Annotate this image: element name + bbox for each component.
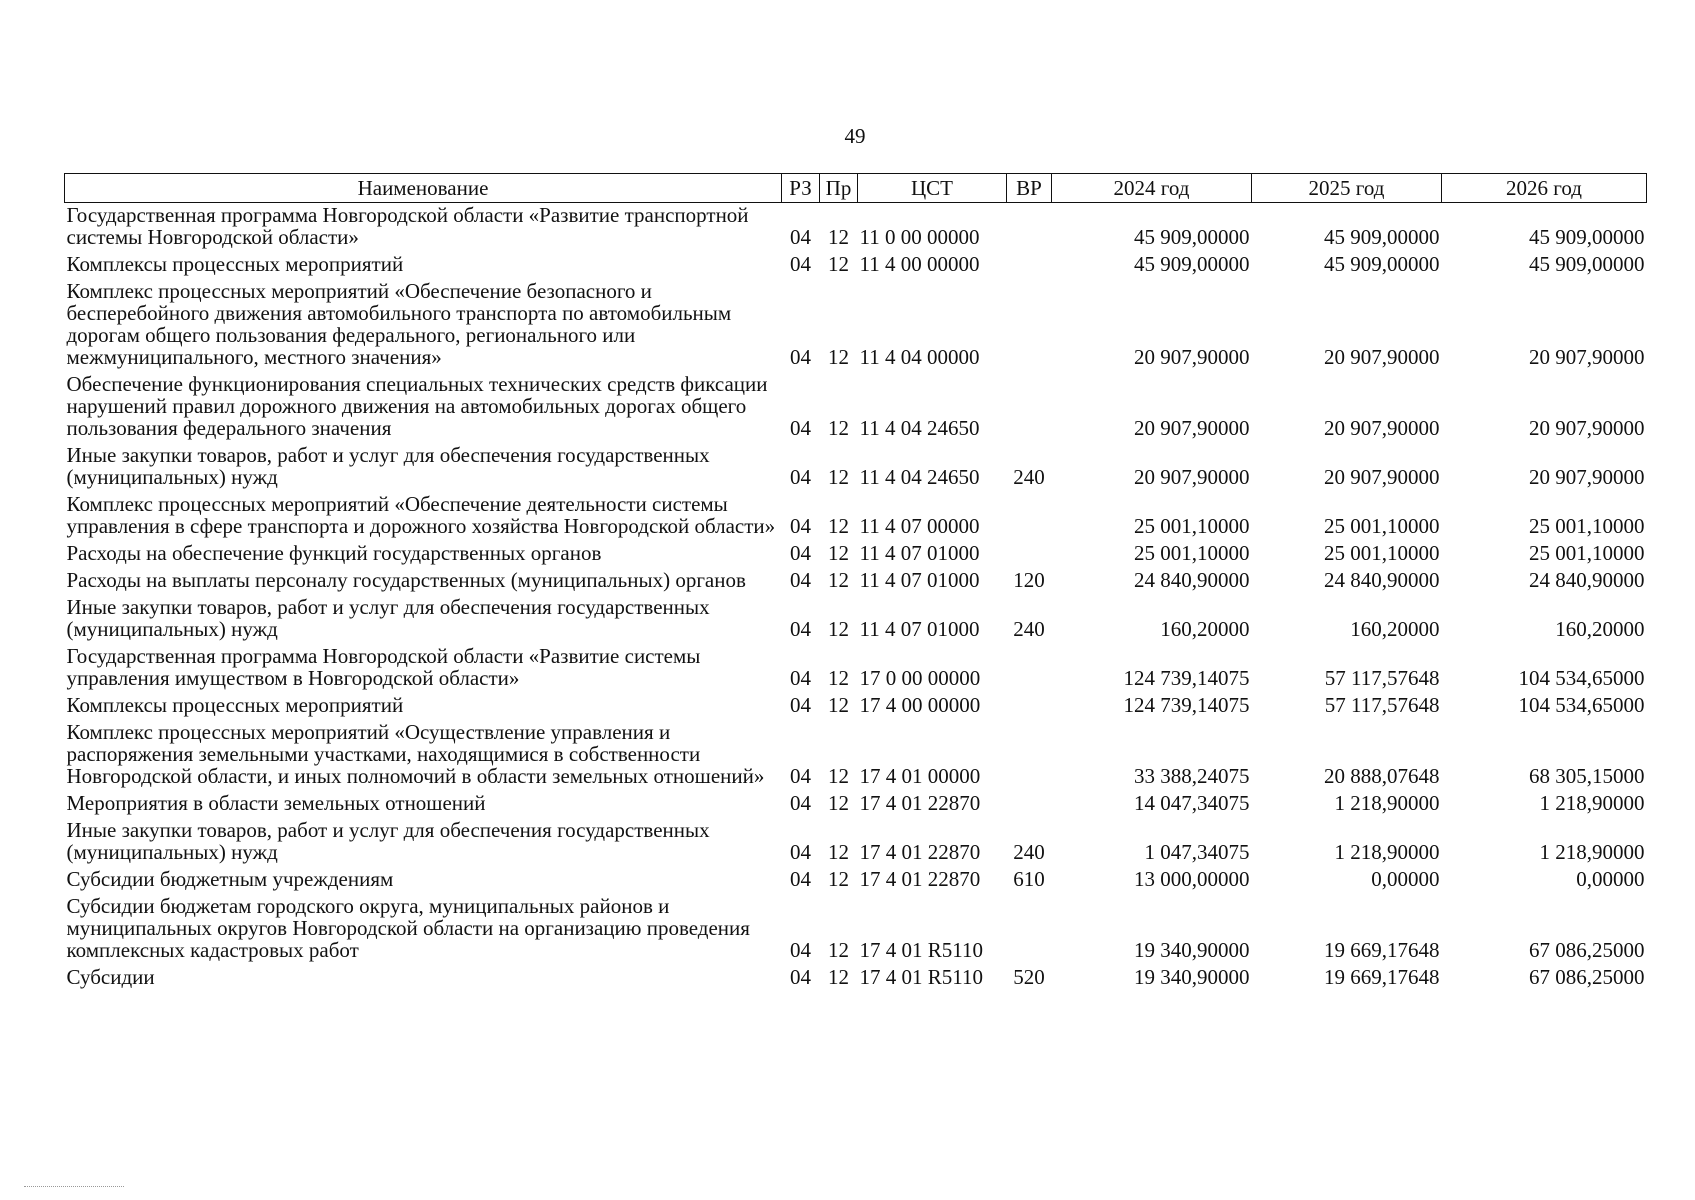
cell-vr xyxy=(1007,372,1052,443)
cell-cst: 17 4 01 R5110 xyxy=(859,938,983,962)
cell-vr xyxy=(1007,203,1052,253)
cell-rz: 04 xyxy=(790,568,811,592)
cell-cst: 11 4 07 01000 xyxy=(859,617,980,641)
cell-2025: 160,20000 xyxy=(1350,617,1440,641)
cell-name: Субсидии бюджетным учреждениям xyxy=(66,867,394,891)
cell-rz: 04 xyxy=(790,541,811,565)
cell-2026: 45 909,00000 xyxy=(1529,225,1645,249)
cell-pr: 12 xyxy=(828,225,849,249)
cell-2026: 1 218,90000 xyxy=(1539,791,1645,815)
cell-2026: 45 909,00000 xyxy=(1529,252,1645,276)
cell-cst: 17 4 01 22870 xyxy=(859,867,981,891)
column-header-cst: ЦСТ xyxy=(858,174,1007,203)
cell-name: Комплексы процессных мероприятий xyxy=(66,252,404,276)
table-row xyxy=(65,443,1647,492)
table-row xyxy=(65,720,1647,791)
cell-2026: 1 218,90000 xyxy=(1539,840,1645,864)
cell-cst: 17 0 00 00000 xyxy=(859,666,981,690)
cell-rz: 04 xyxy=(790,225,811,249)
cell-name: Субсидии бюджетам городского округа, муниципальных районов и муниципальных округов Новгородской области на организацию проведения комплексных кадастровых работ xyxy=(66,894,750,962)
cell-cst: 11 4 07 01000 xyxy=(859,541,980,565)
cell-name: Комплекс процессных мероприятий «Осуществление управления и распоряжения земельными участками, находящимися в собственности Новгородской области, и иных полномочий в области земельных отношений» xyxy=(66,720,765,788)
cell-rz: 04 xyxy=(790,252,811,276)
cell-pr: 12 xyxy=(828,514,849,538)
cell-2025: 45 909,00000 xyxy=(1324,225,1440,249)
cell-2024: 25 001,10000 xyxy=(1134,541,1250,565)
cell-vr xyxy=(1007,693,1052,720)
cell-2024: 24 840,90000 xyxy=(1134,568,1250,592)
column-header-2024: 2024 год xyxy=(1052,174,1252,203)
cell-cst: 11 4 04 00000 xyxy=(859,345,980,369)
cell-vr: 240 xyxy=(1013,617,1045,641)
cell-2024: 45 909,00000 xyxy=(1134,225,1250,249)
cell-2024: 14 047,34075 xyxy=(1134,791,1250,815)
cell-cst: 17 4 01 22870 xyxy=(859,840,981,864)
cell-pr: 12 xyxy=(828,840,849,864)
cell-pr: 12 xyxy=(828,693,849,717)
cell-2026: 25 001,10000 xyxy=(1529,514,1645,538)
cell-2026: 20 907,90000 xyxy=(1529,345,1645,369)
cell-vr xyxy=(1007,791,1052,818)
cell-vr xyxy=(1007,492,1052,541)
column-header-2026: 2026 год xyxy=(1442,174,1647,203)
cell-pr: 12 xyxy=(828,764,849,788)
cell-2025: 19 669,17648 xyxy=(1324,938,1440,962)
cell-2025: 20 907,90000 xyxy=(1324,345,1440,369)
cell-vr xyxy=(1007,894,1052,965)
cell-2024: 33 388,24075 xyxy=(1134,764,1250,788)
cell-name: Расходы на обеспечение функций государственных органов xyxy=(66,541,602,565)
cell-rz: 04 xyxy=(790,465,811,489)
cell-rz: 04 xyxy=(790,791,811,815)
table-row xyxy=(65,644,1647,693)
cell-pr: 12 xyxy=(828,965,849,989)
cell-2026: 0,00000 xyxy=(1576,867,1645,891)
cell-2024: 19 340,90000 xyxy=(1134,938,1250,962)
header-row xyxy=(65,174,1647,203)
cell-cst: 11 4 04 24650 xyxy=(859,465,980,489)
cell-rz: 04 xyxy=(790,965,811,989)
table-row xyxy=(65,541,1647,568)
cell-name: Мероприятия в области земельных отношений xyxy=(66,791,486,815)
cell-vr xyxy=(1007,720,1052,791)
cell-vr xyxy=(1007,644,1052,693)
table-row xyxy=(65,595,1647,644)
cell-cst: 17 4 01 00000 xyxy=(859,764,981,788)
cell-vr: 610 xyxy=(1013,867,1045,891)
cell-2026: 104 534,65000 xyxy=(1518,693,1645,717)
cell-cst: 11 4 07 01000 xyxy=(859,568,980,592)
cell-rz: 04 xyxy=(790,345,811,369)
cell-pr: 12 xyxy=(828,938,849,962)
cell-pr: 12 xyxy=(828,465,849,489)
cell-vr: 240 xyxy=(1013,840,1045,864)
cell-name: Обеспечение функционирования специальных технических средств фиксации нарушений правил дорожного движения на автомобильных дорогах общего пользования федерального значения xyxy=(66,372,768,440)
cell-rz: 04 xyxy=(790,666,811,690)
budget-table xyxy=(64,173,1647,992)
cell-name: Комплекс процессных мероприятий «Обеспечение деятельности системы управления в сфере транспорта и дорожного хозяйства Новгородской области» xyxy=(66,492,776,538)
cell-pr: 12 xyxy=(828,345,849,369)
table-row xyxy=(65,372,1647,443)
cell-cst: 17 4 01 22870 xyxy=(859,791,981,815)
cell-2025: 25 001,10000 xyxy=(1324,514,1440,538)
cell-pr: 12 xyxy=(828,568,849,592)
cell-name: Государственная программа Новгородской области «Развитие системы управления имуществом в Новгородской области» xyxy=(66,644,701,690)
cell-2024: 1 047,34075 xyxy=(1144,840,1250,864)
cell-2025: 1 218,90000 xyxy=(1334,791,1440,815)
cell-pr: 12 xyxy=(828,541,849,565)
cell-name: Расходы на выплаты персоналу государственных (муниципальных) органов xyxy=(66,568,746,592)
cell-2024: 20 907,90000 xyxy=(1134,465,1250,489)
cell-rz: 04 xyxy=(790,617,811,641)
cell-2025: 20 888,07648 xyxy=(1324,764,1440,788)
cell-pr: 12 xyxy=(828,791,849,815)
table-row xyxy=(65,894,1647,965)
table-row xyxy=(65,203,1647,253)
cell-vr xyxy=(1007,279,1052,372)
cell-vr xyxy=(1007,541,1052,568)
cell-name: Иные закупки товаров, работ и услуг для обеспечения государственных (муниципальных) нужд xyxy=(66,443,710,489)
cell-2026: 25 001,10000 xyxy=(1529,541,1645,565)
cell-2024: 124 739,14075 xyxy=(1123,666,1250,690)
cell-pr: 12 xyxy=(828,666,849,690)
cell-2026: 104 534,65000 xyxy=(1518,666,1645,690)
cell-2026: 20 907,90000 xyxy=(1529,416,1645,440)
column-header-2025: 2025 год xyxy=(1252,174,1442,203)
table-row xyxy=(65,693,1647,720)
cell-rz: 04 xyxy=(790,867,811,891)
cell-2025: 20 907,90000 xyxy=(1324,416,1440,440)
cell-2025: 1 218,90000 xyxy=(1334,840,1440,864)
cell-2024: 13 000,00000 xyxy=(1134,867,1250,891)
cell-2025: 25 001,10000 xyxy=(1324,541,1440,565)
column-header-name: Наименование xyxy=(65,174,782,203)
cell-cst: 11 4 07 00000 xyxy=(859,514,980,538)
column-header-vr: ВР xyxy=(1007,174,1052,203)
cell-2025: 57 117,57648 xyxy=(1324,666,1440,690)
table-row xyxy=(65,791,1647,818)
page-number: 49 xyxy=(844,124,866,148)
cell-cst: 11 4 00 00000 xyxy=(859,252,980,276)
cell-vr: 520 xyxy=(1013,965,1045,989)
cell-rz: 04 xyxy=(790,416,811,440)
cell-rz: 04 xyxy=(790,840,811,864)
cell-name: Комплекс процессных мероприятий «Обеспечение безопасного и бесперебойного движения автомобильного транспорта по автомобильным дорогам общего пользования федерального, регионального или межмуниципального, местного значения» xyxy=(66,279,732,369)
cell-cst: 11 4 04 24650 xyxy=(859,416,980,440)
cell-vr xyxy=(1007,252,1052,279)
cell-2025: 24 840,90000 xyxy=(1324,568,1440,592)
cell-2025: 57 117,57648 xyxy=(1324,693,1440,717)
cell-2026: 24 840,90000 xyxy=(1529,568,1645,592)
cell-vr: 120 xyxy=(1013,568,1045,592)
cell-rz: 04 xyxy=(790,764,811,788)
cell-name: Субсидии xyxy=(66,965,155,989)
cell-2024: 124 739,14075 xyxy=(1123,693,1250,717)
cell-2026: 20 907,90000 xyxy=(1529,465,1645,489)
cell-2025: 0,00000 xyxy=(1371,867,1440,891)
cell-2025: 45 909,00000 xyxy=(1324,252,1440,276)
cell-pr: 12 xyxy=(828,252,849,276)
table-row xyxy=(65,568,1647,595)
cell-name: Иные закупки товаров, работ и услуг для обеспечения государственных (муниципальных) нужд xyxy=(66,818,710,864)
table-row xyxy=(65,818,1647,867)
table-row xyxy=(65,965,1647,992)
table-row xyxy=(65,279,1647,372)
cell-2026: 68 305,15000 xyxy=(1529,764,1645,788)
cell-2026: 67 086,25000 xyxy=(1529,965,1645,989)
column-header-rz: РЗ xyxy=(782,174,820,203)
cell-pr: 12 xyxy=(828,867,849,891)
cell-2024: 160,20000 xyxy=(1160,617,1250,641)
cell-cst: 11 0 00 00000 xyxy=(859,225,980,249)
cell-2024: 25 001,10000 xyxy=(1134,514,1250,538)
scan-footer-mark xyxy=(24,1186,124,1189)
cell-cst: 17 4 00 00000 xyxy=(859,693,981,717)
cell-rz: 04 xyxy=(790,514,811,538)
cell-2024: 19 340,90000 xyxy=(1134,965,1250,989)
cell-name: Комплексы процессных мероприятий xyxy=(66,693,404,717)
cell-cst: 17 4 01 R5110 xyxy=(859,965,983,989)
cell-2025: 20 907,90000 xyxy=(1324,465,1440,489)
column-header-pr: Пр xyxy=(820,174,858,203)
cell-2026: 67 086,25000 xyxy=(1529,938,1645,962)
cell-name: Иные закупки товаров, работ и услуг для обеспечения государственных (муниципальных) нужд xyxy=(66,595,710,641)
cell-2024: 45 909,00000 xyxy=(1134,252,1250,276)
cell-2024: 20 907,90000 xyxy=(1134,416,1250,440)
cell-rz: 04 xyxy=(790,693,811,717)
table-row xyxy=(65,252,1647,279)
cell-name: Государственная программа Новгородской области «Развитие транспортной системы Новгородской области» xyxy=(66,203,749,249)
cell-pr: 12 xyxy=(828,416,849,440)
table-row xyxy=(65,492,1647,541)
cell-2024: 20 907,90000 xyxy=(1134,345,1250,369)
cell-2026: 160,20000 xyxy=(1555,617,1645,641)
table-row xyxy=(65,867,1647,894)
cell-pr: 12 xyxy=(828,617,849,641)
cell-2025: 19 669,17648 xyxy=(1324,965,1440,989)
cell-rz: 04 xyxy=(790,938,811,962)
cell-vr: 240 xyxy=(1013,465,1045,489)
